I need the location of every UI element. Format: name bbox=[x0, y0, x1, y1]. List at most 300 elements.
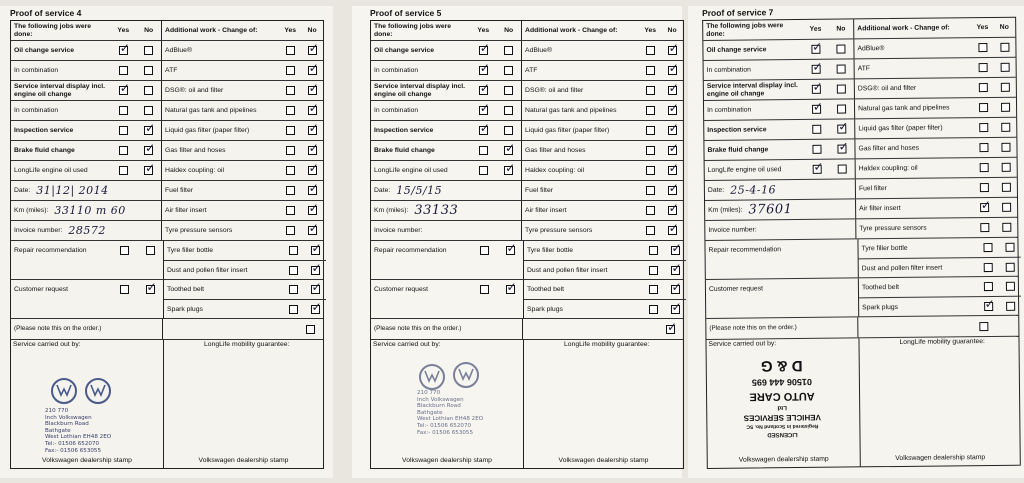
add-yes-checkbox[interactable] bbox=[646, 86, 655, 95]
table-row bbox=[371, 161, 683, 181]
additional-label: ATF bbox=[525, 67, 538, 74]
dealer-stamp-area bbox=[371, 340, 524, 468]
add-yes-checkbox[interactable] bbox=[646, 146, 655, 155]
additional-label: ATF bbox=[857, 65, 871, 73]
stamp-text: VEHICLE SERVICES bbox=[743, 412, 821, 423]
tick-mark-icon: ✓ bbox=[308, 141, 319, 155]
invoice-row bbox=[371, 221, 683, 241]
stamp-caption: Volkswagen dealership stamp bbox=[198, 457, 289, 464]
vw-logo-icon bbox=[453, 362, 479, 388]
additional-header: Additional work - Change of: bbox=[857, 24, 950, 33]
customer-label: Customer request bbox=[708, 285, 764, 293]
service-page-7 bbox=[688, 6, 1024, 478]
no-checkbox[interactable] bbox=[837, 119, 849, 134]
date-label: Date: bbox=[14, 187, 31, 194]
tick-mark-icon: ✓ bbox=[308, 201, 319, 215]
yes-checkbox[interactable] bbox=[119, 41, 130, 55]
note-label: (Please note this on the order.) bbox=[11, 319, 163, 339]
additional-label: Fuel filter bbox=[525, 187, 553, 194]
add-yes-checkbox[interactable] bbox=[286, 86, 295, 95]
add-yes-checkbox[interactable] bbox=[286, 66, 295, 75]
km-value[interactable]: 33110 m 60 bbox=[54, 204, 126, 217]
no-checkbox[interactable] bbox=[837, 104, 846, 113]
yes-checkbox[interactable] bbox=[120, 246, 129, 255]
add-no-checkbox[interactable] bbox=[1002, 203, 1011, 212]
yes-checkbox[interactable] bbox=[479, 166, 488, 175]
additional-label: Dust and pollen filter insert bbox=[527, 266, 608, 274]
add-no-checkbox[interactable] bbox=[311, 261, 322, 275]
tick-mark-icon: ✓ bbox=[145, 141, 156, 155]
tick-mark-icon: ✓ bbox=[812, 59, 823, 74]
yes-checkbox[interactable] bbox=[119, 146, 128, 155]
add-yes-checkbox[interactable] bbox=[983, 262, 992, 271]
additional-label: Gas filter and hoses bbox=[165, 147, 226, 154]
add-no-header: No bbox=[999, 23, 1009, 31]
no-checkbox[interactable] bbox=[504, 141, 516, 155]
service-carried-label: Service carried out by: bbox=[13, 341, 81, 348]
dealer-line: Tel:- 01506 652070 bbox=[45, 440, 100, 447]
additional-label: Fuel filter bbox=[165, 187, 193, 194]
km-value[interactable]: 33133 bbox=[414, 203, 459, 218]
no-checkbox[interactable] bbox=[838, 164, 847, 173]
yes-checkbox[interactable] bbox=[479, 101, 490, 115]
note-row bbox=[11, 319, 323, 340]
service-page-5 bbox=[352, 6, 682, 478]
add-yes-checkbox[interactable] bbox=[649, 305, 658, 314]
add-yes-checkbox[interactable] bbox=[286, 106, 295, 115]
job-label: Brake fluid change bbox=[14, 147, 75, 154]
repair-label: Repair recommendation bbox=[374, 247, 447, 254]
tick-mark-icon: ✓ bbox=[308, 181, 319, 195]
table-row bbox=[11, 41, 323, 61]
tick-mark-icon: ✓ bbox=[308, 101, 319, 115]
add-no-checkbox[interactable] bbox=[1005, 243, 1014, 252]
add-no-checkbox[interactable] bbox=[308, 181, 319, 195]
additional-label: Liquid gas filter (paper filter) bbox=[858, 124, 943, 133]
yes-checkbox[interactable] bbox=[812, 99, 823, 114]
job-label: Inspection service bbox=[707, 126, 767, 134]
yes-checkbox[interactable] bbox=[479, 81, 490, 95]
table-row bbox=[11, 81, 323, 101]
add-yes-checkbox[interactable] bbox=[646, 186, 655, 195]
km-value[interactable]: 37601 bbox=[748, 202, 793, 218]
dealer-line: Inch Volkswagen bbox=[417, 396, 464, 403]
mobility-area bbox=[859, 337, 1019, 467]
jobs-header: The following jobs were done: bbox=[706, 22, 784, 38]
add-no-checkbox[interactable] bbox=[1001, 183, 1010, 192]
service-carried-label: Service carried out by: bbox=[373, 341, 441, 348]
add-yes-checkbox[interactable] bbox=[286, 226, 295, 235]
tick-mark-icon: ✓ bbox=[308, 61, 319, 75]
no-checkbox[interactable] bbox=[504, 106, 513, 115]
tick-mark-icon: ✓ bbox=[505, 141, 516, 155]
job-label: In combination bbox=[374, 67, 419, 74]
date-value[interactable]: 25-4-16 bbox=[730, 183, 777, 197]
no-checkbox[interactable] bbox=[504, 66, 513, 75]
no-header: No bbox=[828, 19, 854, 38]
add-no-checkbox[interactable] bbox=[308, 221, 319, 235]
invoice-value[interactable]: 28572 bbox=[68, 224, 106, 237]
add-no-checkbox[interactable] bbox=[308, 161, 319, 175]
yes-checkbox[interactable] bbox=[119, 81, 130, 95]
add-yes-checkbox[interactable] bbox=[286, 186, 295, 195]
job-label: In combination bbox=[374, 107, 419, 114]
tick-mark-icon: ✓ bbox=[984, 296, 995, 311]
additional-label: Spark plugs bbox=[862, 303, 899, 311]
tick-mark-icon: ✓ bbox=[146, 280, 157, 294]
additional-label: Air filter insert bbox=[859, 204, 901, 213]
add-no-checkbox[interactable] bbox=[1001, 103, 1010, 112]
yes-checkbox[interactable] bbox=[479, 61, 490, 75]
add-yes-checkbox[interactable] bbox=[979, 103, 988, 112]
add-no-checkbox[interactable] bbox=[668, 181, 679, 195]
add-no-checkbox[interactable] bbox=[671, 241, 682, 255]
add-yes-checkbox[interactable] bbox=[646, 206, 655, 215]
add-no-checkbox[interactable] bbox=[1000, 83, 1009, 92]
tick-mark-icon: ✓ bbox=[980, 197, 991, 213]
dealer-line: Fax:- 01506 653055 bbox=[45, 447, 102, 454]
tick-mark-icon: ✓ bbox=[479, 121, 490, 135]
no-header: No bbox=[136, 21, 162, 40]
table-row bbox=[371, 121, 683, 141]
jobs-header: The following jobs were done: bbox=[374, 23, 452, 38]
additional-label: Toothed belt bbox=[167, 286, 205, 293]
job-label: Oil change service bbox=[374, 47, 435, 54]
job-label: Inspection service bbox=[374, 127, 434, 134]
tick-mark-icon: ✓ bbox=[671, 280, 682, 294]
add-yes-checkbox[interactable] bbox=[646, 106, 655, 115]
yes-header: Yes bbox=[477, 26, 490, 34]
dealer-line: Bathgate bbox=[45, 427, 71, 434]
km-label: Km (miles): bbox=[374, 207, 409, 214]
add-no-checkbox[interactable] bbox=[668, 101, 679, 115]
tick-mark-icon: ✓ bbox=[506, 241, 517, 255]
add-yes-checkbox[interactable] bbox=[286, 46, 295, 55]
add-no-checkbox[interactable] bbox=[671, 300, 682, 314]
add-yes-checkbox[interactable] bbox=[286, 206, 295, 215]
no-checkbox[interactable] bbox=[504, 86, 513, 95]
vw-logo-icon bbox=[419, 364, 445, 390]
add-yes-checkbox[interactable] bbox=[289, 246, 298, 255]
job-label: Brake fluid change bbox=[707, 146, 769, 154]
add-no-checkbox[interactable] bbox=[668, 221, 679, 235]
add-yes-checkbox[interactable] bbox=[980, 223, 989, 232]
service-table bbox=[10, 20, 324, 469]
yes-checkbox[interactable] bbox=[480, 246, 489, 255]
add-yes-checkbox[interactable] bbox=[979, 163, 988, 172]
table-row bbox=[371, 101, 683, 121]
add-yes-checkbox[interactable] bbox=[649, 246, 658, 255]
stamp-text: LICENSED bbox=[767, 431, 798, 438]
stamp-text: Registered in Scotland No. SC bbox=[746, 422, 819, 430]
add-yes-checkbox[interactable] bbox=[980, 197, 991, 213]
no-checkbox[interactable] bbox=[837, 84, 846, 93]
repair-label: Repair recommendation bbox=[14, 247, 87, 254]
no-checkbox[interactable] bbox=[146, 280, 157, 294]
no-checkbox[interactable] bbox=[504, 46, 513, 55]
additional-label: Fuel filter bbox=[858, 185, 887, 193]
table-row bbox=[371, 41, 683, 61]
add-yes-checkbox[interactable] bbox=[289, 266, 298, 275]
add-yes-header: Yes bbox=[644, 26, 657, 34]
yes-checkbox[interactable] bbox=[480, 285, 489, 294]
add-no-checkbox[interactable] bbox=[1001, 123, 1010, 132]
yes-checkbox[interactable] bbox=[119, 166, 128, 175]
invoice-label: Invoice number: bbox=[708, 226, 757, 234]
additional-label: Air filter insert bbox=[165, 207, 207, 214]
add-no-checkbox[interactable] bbox=[308, 121, 319, 135]
add-yes-checkbox[interactable] bbox=[646, 166, 655, 175]
add-yes-checkbox[interactable] bbox=[978, 43, 987, 52]
tick-mark-icon: ✓ bbox=[838, 119, 849, 134]
dealer-stamp-area bbox=[11, 340, 164, 468]
no-checkbox[interactable] bbox=[146, 246, 155, 255]
add-yes-checkbox[interactable] bbox=[646, 226, 655, 235]
additional-label: Tyre filler bottle bbox=[167, 247, 214, 254]
table-row bbox=[11, 161, 323, 181]
date-row bbox=[11, 181, 323, 201]
add-no-checkbox[interactable] bbox=[308, 201, 319, 215]
tick-mark-icon: ✓ bbox=[308, 41, 319, 55]
yes-checkbox[interactable] bbox=[812, 159, 824, 174]
add-no-checkbox[interactable] bbox=[668, 41, 679, 55]
add-yes-checkbox[interactable] bbox=[646, 66, 655, 75]
add-no-checkbox[interactable] bbox=[668, 201, 679, 215]
add-yes-checkbox[interactable] bbox=[979, 123, 988, 132]
table-row bbox=[11, 101, 323, 121]
add-yes-checkbox[interactable] bbox=[286, 166, 295, 175]
add-no-checkbox[interactable] bbox=[308, 41, 319, 55]
add-no-checkbox[interactable] bbox=[1005, 282, 1014, 291]
yes-checkbox[interactable] bbox=[811, 39, 823, 54]
add-yes-checkbox[interactable] bbox=[646, 126, 655, 135]
tick-mark-icon: ✓ bbox=[479, 41, 490, 55]
table-row bbox=[11, 121, 323, 141]
job-label: Inspection service bbox=[14, 127, 74, 134]
dealer-line: Bathgate bbox=[417, 409, 443, 416]
service-table bbox=[702, 17, 1021, 469]
date-value[interactable]: 31|12| 2014 bbox=[36, 184, 109, 197]
additional-label: DSG®: oil and filter bbox=[165, 87, 224, 94]
additional-label: DSG®: oil and filter bbox=[857, 84, 917, 93]
additional-label: Haldex coupling: oil bbox=[858, 164, 918, 173]
add-no-checkbox[interactable] bbox=[311, 241, 322, 255]
no-checkbox[interactable] bbox=[144, 86, 153, 95]
additional-label: Tyre pressure sensors bbox=[525, 227, 593, 234]
add-no-checkbox[interactable] bbox=[308, 141, 319, 155]
date-value[interactable]: 15/5/15 bbox=[396, 184, 443, 197]
add-no-checkbox[interactable] bbox=[311, 280, 322, 294]
add-yes-checkbox[interactable] bbox=[649, 285, 658, 294]
add-yes-checkbox[interactable] bbox=[979, 143, 988, 152]
tick-mark-icon: ✓ bbox=[311, 300, 322, 314]
no-checkbox[interactable] bbox=[144, 141, 156, 155]
add-yes-checkbox[interactable] bbox=[984, 296, 995, 311]
repair-row bbox=[371, 241, 683, 280]
add-yes-checkbox[interactable] bbox=[979, 322, 988, 331]
yes-checkbox[interactable] bbox=[479, 121, 490, 135]
no-checkbox[interactable] bbox=[144, 161, 156, 175]
add-no-checkbox[interactable] bbox=[668, 141, 679, 155]
add-no-checkbox[interactable] bbox=[306, 325, 315, 334]
job-label: LongLife engine oil used bbox=[14, 167, 88, 174]
add-no-checkbox[interactable] bbox=[1002, 223, 1011, 232]
yes-checkbox[interactable] bbox=[812, 145, 821, 154]
table-row bbox=[11, 61, 323, 81]
additional-label: Tyre pressure sensors bbox=[165, 227, 233, 234]
yes-checkbox[interactable] bbox=[812, 125, 821, 134]
dealer-line: Fax:- 01506 653055 bbox=[417, 429, 474, 436]
yes-checkbox[interactable] bbox=[119, 126, 128, 135]
yes-checkbox[interactable] bbox=[811, 59, 823, 74]
yes-checkbox[interactable] bbox=[812, 79, 823, 94]
additional-label: Toothed belt bbox=[527, 286, 565, 293]
add-no-checkbox[interactable] bbox=[1000, 43, 1009, 52]
additional-header: Additional work - Change of: bbox=[165, 26, 258, 34]
add-yes-header: Yes bbox=[976, 23, 989, 31]
add-no-checkbox[interactable] bbox=[308, 101, 319, 115]
add-yes-checkbox[interactable] bbox=[983, 282, 992, 291]
tick-mark-icon: ✓ bbox=[308, 81, 319, 95]
page-title: Proof of service 7 bbox=[702, 7, 774, 18]
add-yes-checkbox[interactable] bbox=[978, 63, 987, 72]
job-label: Oil change service bbox=[14, 47, 75, 54]
tick-mark-icon: ✓ bbox=[668, 121, 679, 135]
tick-mark-icon: ✓ bbox=[311, 241, 322, 255]
table-row bbox=[11, 141, 323, 161]
tick-mark-icon: ✓ bbox=[668, 221, 679, 235]
no-checkbox[interactable] bbox=[144, 66, 153, 75]
no-checkbox[interactable] bbox=[504, 126, 513, 135]
stamp-text: Ltd bbox=[777, 404, 787, 411]
add-no-checkbox[interactable] bbox=[308, 81, 319, 95]
add-yes-checkbox[interactable] bbox=[649, 266, 658, 275]
tick-mark-icon: ✓ bbox=[145, 121, 156, 135]
repair-label: Repair recommendation bbox=[708, 246, 782, 254]
add-yes-checkbox[interactable] bbox=[286, 126, 295, 135]
yes-checkbox[interactable] bbox=[119, 66, 128, 75]
add-yes-checkbox[interactable] bbox=[286, 146, 295, 155]
table-row bbox=[371, 81, 683, 101]
tick-mark-icon: ✓ bbox=[668, 41, 679, 55]
additional-label: Gas filter and hoses bbox=[525, 147, 586, 154]
add-no-checkbox[interactable] bbox=[668, 81, 679, 95]
no-checkbox[interactable] bbox=[506, 241, 517, 255]
add-no-checkbox[interactable] bbox=[668, 161, 679, 175]
no-checkbox[interactable] bbox=[506, 280, 517, 294]
add-no-checkbox[interactable] bbox=[308, 61, 319, 75]
job-label: In combination bbox=[707, 106, 752, 114]
add-no-checkbox[interactable] bbox=[668, 61, 679, 75]
tick-mark-icon: ✓ bbox=[119, 81, 130, 95]
additional-label: Natural gas tank and pipelines bbox=[858, 104, 950, 113]
add-no-checkbox[interactable] bbox=[671, 261, 682, 275]
yes-checkbox[interactable] bbox=[119, 106, 128, 115]
service-card bbox=[10, 8, 324, 469]
add-no-checkbox[interactable] bbox=[666, 319, 678, 334]
no-checkbox[interactable] bbox=[144, 106, 153, 115]
add-no-checkbox[interactable] bbox=[311, 300, 322, 314]
tick-mark-icon: ✓ bbox=[813, 159, 824, 174]
service-card bbox=[370, 8, 684, 469]
add-yes-checkbox[interactable] bbox=[289, 305, 298, 314]
tick-mark-icon: ✓ bbox=[668, 181, 679, 195]
tick-mark-icon: ✓ bbox=[119, 41, 130, 55]
customer-label: Customer request bbox=[14, 286, 69, 293]
add-yes-checkbox[interactable] bbox=[289, 285, 298, 294]
stamp-zone bbox=[706, 337, 1019, 468]
stamp-text: 01506 444 695 bbox=[751, 376, 813, 388]
no-checkbox[interactable] bbox=[837, 64, 846, 73]
tick-mark-icon: ✓ bbox=[506, 280, 517, 294]
stamp-text: D & G bbox=[760, 356, 803, 375]
add-no-checkbox[interactable] bbox=[1005, 262, 1014, 271]
mobility-area bbox=[164, 340, 323, 468]
no-checkbox[interactable] bbox=[144, 46, 153, 55]
add-no-checkbox[interactable] bbox=[668, 121, 679, 135]
add-no-checkbox[interactable] bbox=[1001, 163, 1010, 172]
no-header: No bbox=[496, 21, 522, 40]
tick-mark-icon: ✓ bbox=[812, 99, 823, 114]
dealer-address bbox=[45, 408, 111, 454]
add-yes-checkbox[interactable] bbox=[646, 46, 655, 55]
add-no-checkbox[interactable] bbox=[1000, 63, 1009, 72]
page-title: Proof of service 5 bbox=[370, 8, 442, 18]
additional-label: AdBlue® bbox=[857, 45, 885, 53]
dealer-line: West Lothian EH48 2EO bbox=[417, 416, 484, 423]
tick-mark-icon: ✓ bbox=[479, 81, 490, 95]
no-checkbox[interactable] bbox=[838, 139, 849, 154]
job-label: Brake fluid change bbox=[374, 147, 435, 154]
table-row bbox=[371, 141, 683, 161]
add-no-header: No bbox=[307, 26, 317, 34]
tick-mark-icon: ✓ bbox=[668, 81, 679, 95]
additional-label: Tyre pressure sensors bbox=[859, 224, 927, 233]
additional-label: Air filter insert bbox=[525, 207, 567, 214]
add-yes-checkbox[interactable] bbox=[980, 183, 989, 192]
stamp-zone bbox=[371, 340, 683, 468]
add-yes-checkbox[interactable] bbox=[979, 83, 988, 92]
no-checkbox[interactable] bbox=[504, 161, 516, 175]
yes-checkbox[interactable] bbox=[479, 146, 488, 155]
dealer-line: 210 770 bbox=[45, 408, 69, 414]
additional-label: Gas filter and hoses bbox=[858, 144, 920, 153]
tick-mark-icon: ✓ bbox=[668, 61, 679, 75]
stamp-caption: Volkswagen dealership stamp bbox=[895, 454, 986, 463]
yes-checkbox[interactable] bbox=[479, 41, 490, 55]
yes-checkbox[interactable] bbox=[120, 285, 129, 294]
page-title: Proof of service 4 bbox=[10, 8, 82, 18]
tick-mark-icon: ✓ bbox=[671, 300, 682, 314]
add-no-checkbox[interactable] bbox=[1001, 143, 1010, 152]
no-checkbox[interactable] bbox=[837, 44, 846, 53]
no-checkbox[interactable] bbox=[144, 121, 156, 135]
additional-label: Spark plugs bbox=[167, 305, 203, 313]
note-row bbox=[371, 319, 683, 340]
add-no-checkbox[interactable] bbox=[671, 280, 682, 294]
customer-row bbox=[11, 280, 323, 319]
service-page-4 bbox=[0, 6, 333, 478]
tick-mark-icon: ✓ bbox=[668, 141, 679, 155]
add-yes-checkbox[interactable] bbox=[983, 243, 992, 252]
dealer-line: Blackburn Road bbox=[45, 421, 89, 428]
additional-label: AdBlue® bbox=[525, 47, 552, 54]
tick-mark-icon: ✓ bbox=[838, 139, 849, 154]
add-no-checkbox[interactable] bbox=[1006, 301, 1015, 310]
dealer-line: West Lothian EH48 2EO bbox=[45, 434, 112, 441]
job-label: LongLife engine oil used bbox=[707, 166, 782, 174]
customer-label: Customer request bbox=[374, 286, 429, 293]
